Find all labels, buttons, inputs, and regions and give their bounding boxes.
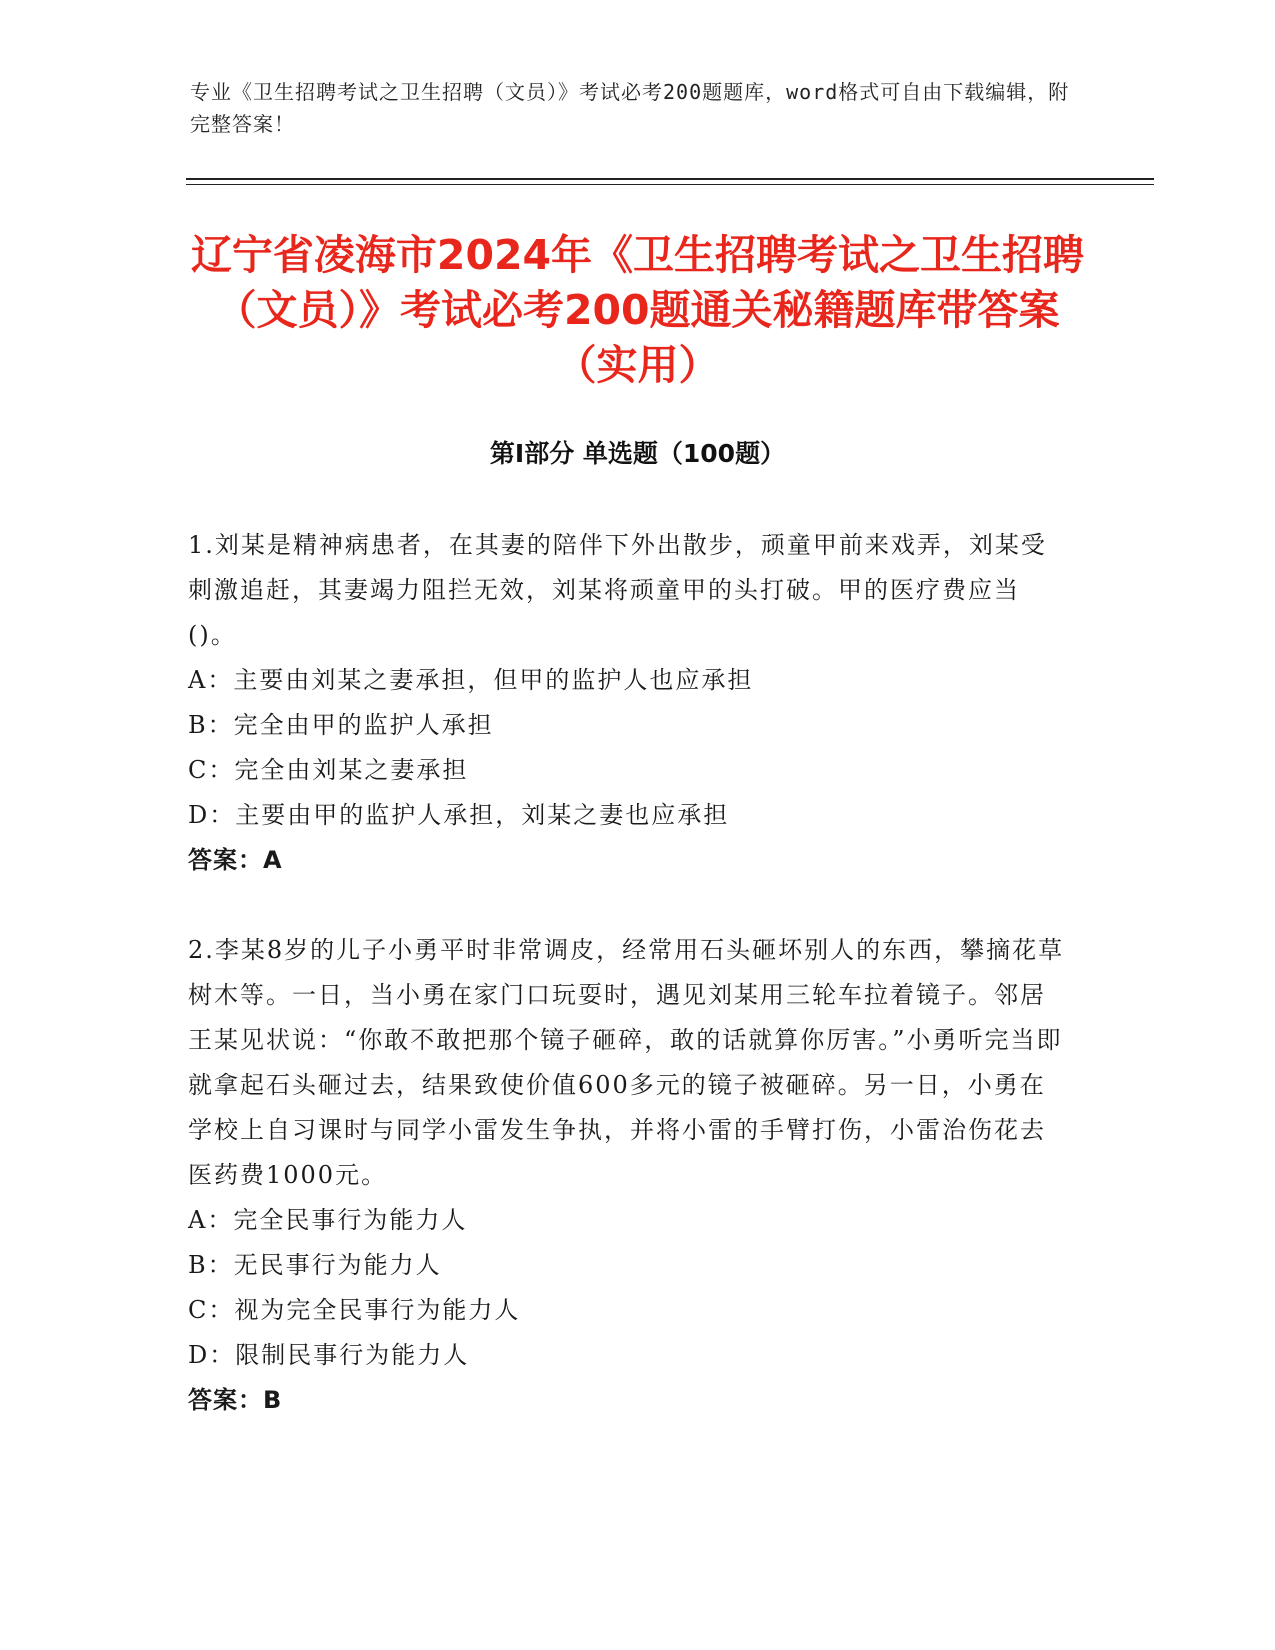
header-note: 专业《卫生招聘考试之卫生招聘（文员）》考试必考200题题库，word格式可自由下载编辑，附完整答案！ — [190, 80, 1070, 136]
option-c: C：视为完全民事行为能力人 — [188, 1296, 521, 1324]
header-rule-thick — [186, 178, 1154, 180]
option-b: B：无民事行为能力人 — [188, 1251, 442, 1279]
answer-line: 答案：A — [188, 846, 283, 874]
header-rule-thin — [186, 184, 1154, 185]
option-a: A：完全民事行为能力人 — [188, 1206, 468, 1234]
question-stem: 2.李某8岁的儿子小勇平时非常调皮，经常用石头砸坏别人的东西，攀摘花草树木等。一日，当小勇在家门口玩耍时，遇见刘某用三轮车拉着镜子。邻居王某见状说：“你敢不敢把那个镜子砸碎，敢的话就算你厉害。”小勇听完当即就拿起石头砸过去，结果致使价值600多元的镜子被砸碎。另一日，小勇在学校上自习课时与同学小雷发生争执，并将小雷的手臂打伤，小雷治伤花去医药费1000元。 — [188, 936, 1065, 1189]
option-b: B：完全由甲的监护人承担 — [188, 711, 494, 739]
question-2 — [188, 928, 1068, 1423]
section-title: 第I部分 单选题（100题） — [489, 439, 786, 468]
question-1 — [188, 523, 1068, 883]
option-a: A：主要由刘某之妻承担，但甲的监护人也应承担 — [188, 666, 754, 694]
option-d: D：限制民事行为能力人 — [188, 1341, 470, 1369]
option-c: C：完全由刘某之妻承担 — [188, 756, 469, 784]
answer-line: 答案：B — [188, 1386, 283, 1414]
document-title: 辽宁省凌海市2024年《卫生招聘考试之卫生招聘（文员）》考试必考200题通关秘籍题库带答案（实用） — [190, 231, 1085, 389]
option-d: D：主要由甲的监护人承担，刘某之妻也应承担 — [188, 801, 730, 829]
question-stem: 1.刘某是精神病患者，在其妻的陪伴下外出散步，顽童甲前来戏弄，刘某受刺激追赶，其妻竭力阻拦无效，刘某将顽童甲的头打破。甲的医疗费应当()。 — [188, 531, 1047, 649]
